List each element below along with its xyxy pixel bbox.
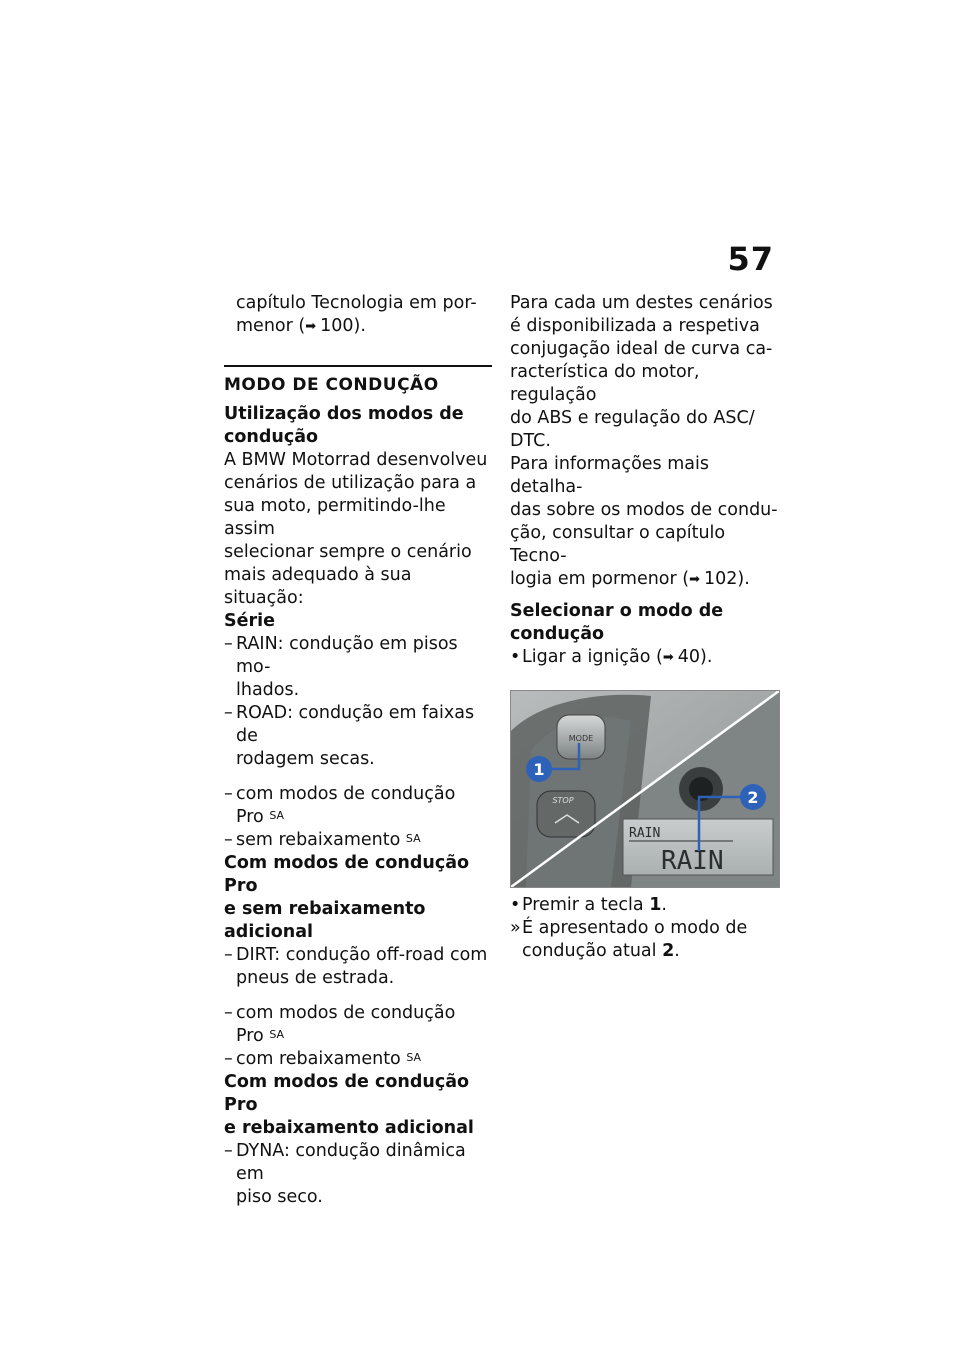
section-heading: MODO DE CONDUÇÃO — [224, 375, 439, 395]
body-line: é disponibilizada a respetiva — [510, 316, 760, 336]
left-column — [224, 292, 492, 1209]
key-reference-2: 2 — [662, 941, 675, 961]
body-line: ção, consultar o capítulo Tecno- — [510, 523, 726, 566]
display-small-text: RAIN — [629, 826, 661, 841]
handlebar-figure — [510, 690, 780, 888]
cross-reference-100[interactable]: (➡ 100). — [298, 316, 366, 336]
sa-badge: SA — [269, 809, 285, 822]
mode-button-label: MODE — [568, 734, 594, 743]
list-item-pro-1: – com modos de condução Pro $^{SA}$ — [224, 784, 456, 827]
intro-line-2: menor (➡ 100). — [236, 316, 366, 336]
cross-reference-102[interactable]: (➡ 102). — [682, 569, 750, 589]
cross-reference-40[interactable]: ➡ 40). — [662, 647, 713, 667]
arrow-right-icon: ➡ — [689, 572, 701, 587]
subheading-usage-l2: condução — [224, 427, 319, 447]
subheading-select-l2: condução — [510, 624, 605, 644]
display-large-text: RAIN — [661, 846, 724, 876]
handlebar-illustration — [511, 691, 779, 887]
group-heading-2-l1: Com modos de condução Pro — [224, 853, 470, 896]
body-line: DTC. — [510, 431, 551, 451]
step-press-key: • Premir a tecla 1. — [510, 895, 667, 915]
list-item-road: – ROAD: condução em faixas de rodagem secas. — [224, 703, 475, 769]
list-item-with-lowering: – com rebaixamento $^{SA}$ — [224, 1049, 422, 1069]
body-line: sua moto, permitindo-lhe assim — [224, 496, 446, 539]
list-item-dyna: – DYNA: condução dinâmica em piso seco. — [224, 1141, 466, 1207]
subheading-usage-l1: Utilização dos modos de — [224, 404, 464, 424]
step-ignition: • Ligar a ignição (➡ 40). — [510, 647, 713, 667]
body-line: cenários de utilização para a — [224, 473, 477, 493]
stop-label: STOP — [552, 796, 574, 805]
arrow-right-icon: ➡ — [662, 650, 674, 665]
body-line: conjugação ideal de curva ca- — [510, 339, 773, 359]
body-line: das sobre os modos de condu- — [510, 500, 778, 520]
sa-badge: SA — [269, 1028, 285, 1041]
section-divider — [224, 365, 492, 367]
key-reference-1: 1 — [649, 895, 662, 915]
callout-1: 1 — [533, 760, 545, 779]
body-line: do ABS e regulação do ASC/ — [510, 408, 755, 428]
page-number: 57 — [727, 240, 774, 278]
body-line: Para cada um destes cenários — [510, 293, 773, 313]
intro-line-1: capítulo Tecnologia em por- — [236, 293, 477, 313]
list-item-rain: – RAIN: condução em pisos mo- lhados. — [224, 634, 458, 700]
callout-2: 2 — [747, 788, 759, 807]
sa-badge: SA — [405, 832, 421, 845]
body-line: racterística do motor, regulação — [510, 362, 700, 405]
group-heading-2-l2: e sem rebaixamento adicional — [224, 899, 426, 942]
group-heading-3-l1: Com modos de condução Pro — [224, 1072, 470, 1115]
arrow-right-icon: ➡ — [305, 319, 317, 334]
body-line: A BMW Motorrad desenvolveu — [224, 450, 488, 470]
body-line: Para informações mais detalha- — [510, 454, 709, 497]
right-column — [510, 292, 784, 963]
sa-badge: SA — [406, 1051, 422, 1064]
subheading-select-l1: Selecionar o modo de — [510, 601, 724, 621]
body-line: selecionar sempre o cenário — [224, 542, 472, 562]
result-mode-shown: » É apresentado o modo de condução atual 2. — [510, 918, 748, 961]
group-heading-3-l2: e rebaixamento adicional — [224, 1118, 474, 1138]
serie-label: Série — [224, 611, 275, 631]
list-item-without-lowering: – sem rebaixamento $^{SA}$ — [224, 830, 421, 850]
body-line: logia em pormenor (➡ 102). — [510, 569, 750, 589]
list-item-pro-2: – com modos de condução Pro $^{SA}$ — [224, 1003, 456, 1046]
list-item-dirt: – DIRT: condução off-road com pneus de estrada. — [224, 945, 488, 988]
body-line: mais adequado à sua situação: — [224, 565, 412, 608]
